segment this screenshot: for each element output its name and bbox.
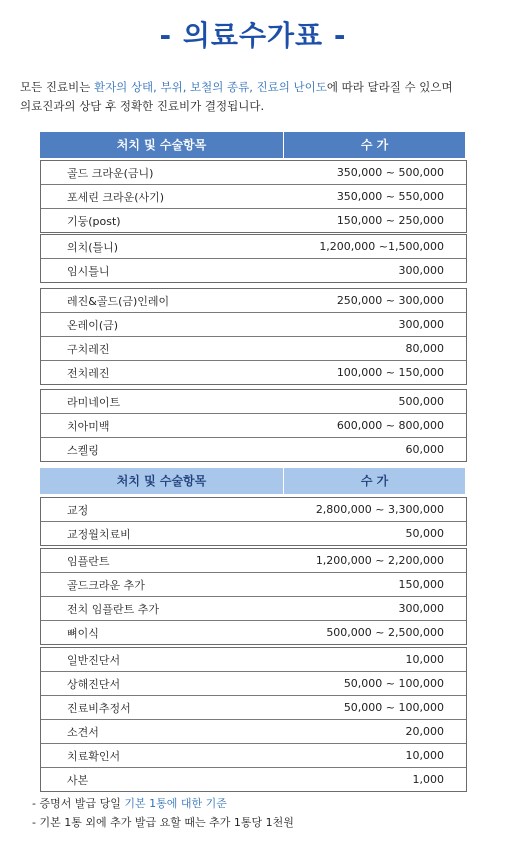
item-name: 골드크라운 추가 [67,578,145,592]
item-price: 150,000 ~ 250,000 [336,214,444,227]
item-name: 임시틀니 [67,264,110,278]
table-header-1 [40,132,465,158]
item-price: 600,000 ~ 800,000 [336,419,444,432]
item-price: 100,000 ~ 150,000 [336,366,444,379]
table-row [41,498,466,522]
item-name: 진료비추정서 [67,701,131,715]
intro-text [20,78,496,116]
item-price: 300,000 [398,602,444,615]
table-row [41,414,466,438]
item-price: 350,000 ~ 550,000 [336,190,444,203]
table-row [41,744,466,768]
item-price: 500,000 [398,395,444,408]
item-name: 포세린 크라운(사기) [67,190,165,204]
table-row [41,573,466,597]
item-price: 300,000 [398,318,444,331]
item-name: 교정 [67,503,89,517]
item-price: 50,000 ~ 100,000 [343,701,444,714]
item-price: 20,000 [405,725,444,738]
intro-line1-b: 에 따라 달라질 수 있으며 [326,80,453,94]
header-price-column: 수 가 [360,474,389,488]
item-price: 250,000 ~ 300,000 [336,294,444,307]
item-name: 치료확인서 [67,749,121,763]
item-price: 10,000 [405,749,444,762]
footnote-1-a: - 증명서 발급 당일 [32,797,125,810]
item-name: 전치 임플란트 추가 [67,602,160,616]
price-group-3 [40,288,467,385]
price-group-4 [40,389,467,462]
price-group-5 [40,497,467,546]
table-row [41,621,466,644]
header-item-column: 처치 및 수술항목 [40,468,284,494]
item-name: 라미네이트 [67,395,121,409]
price-group-6 [40,548,467,645]
item-name: 스켈링 [67,443,99,457]
table-row [41,185,466,209]
table-row [41,209,466,232]
item-name: 임플란트 [67,554,110,568]
item-name: 구치레진 [67,342,110,356]
item-price: 1,000 [412,773,444,786]
footnote-1-highlight: 기본 1통에 대한 기준 [124,797,227,810]
page-title: - 의료수가표 - [159,19,347,52]
intro-line2: 의료진과의 상담 후 정확한 진료비가 결정됩니다. [20,99,265,113]
item-name: 상해진단서 [67,677,121,691]
intro-line1-highlight: 환자의 상태, 부위, 보철의 종류, 진료의 난이도 [93,80,327,94]
item-price: 150,000 [398,578,444,591]
item-name: 치아미백 [67,419,110,433]
price-group-1 [40,160,467,233]
table-row [41,235,466,259]
item-name: 사본 [67,773,89,787]
item-price: 80,000 [405,342,444,355]
price-group-2 [40,234,467,283]
table-row [41,361,466,384]
table-row [41,720,466,744]
header-item-column: 처치 및 수술항목 [40,132,284,158]
table-row [41,161,466,185]
table-row [41,438,466,461]
item-name: 소견서 [67,725,99,739]
item-price: 10,000 [405,653,444,666]
table-row [41,696,466,720]
item-price: 50,000 ~ 100,000 [343,677,444,690]
item-name: 교정월치료비 [67,527,131,541]
footnotes [32,794,294,832]
table-row [41,522,466,545]
table-row [41,337,466,361]
table-row [41,597,466,621]
item-price: 50,000 [405,527,444,540]
item-price: 350,000 ~ 500,000 [336,166,444,179]
item-name: 기둥(post) [67,214,121,228]
item-price: 500,000 ~ 2,500,000 [326,626,444,639]
table-row [41,672,466,696]
item-name: 뼈이식 [67,626,99,640]
item-price: 2,800,000 ~ 3,300,000 [315,503,444,516]
item-price: 60,000 [405,443,444,456]
item-name: 일반진단서 [67,653,121,667]
item-name: 레진&골드(금)인레이 [67,294,170,308]
table-row [41,313,466,337]
table-row [41,289,466,313]
table-row [41,259,466,282]
price-group-7 [40,647,467,792]
footnote-2: - 기본 1통 외에 추가 발급 요할 때는 추가 1통당 1천원 [32,816,294,829]
item-price: 1,200,000 ~1,500,000 [319,240,444,253]
table-row [41,648,466,672]
intro-line1-a: 모든 진료비는 [20,80,94,94]
table-row [41,390,466,414]
header-price-column: 수 가 [360,138,389,152]
item-name: 전치레진 [67,366,110,380]
table-row [41,768,466,791]
table-header-2 [40,468,465,494]
table-row [41,549,466,573]
item-name: 의치(틀니) [67,240,119,254]
item-price: 300,000 [398,264,444,277]
item-name: 온레이(금) [67,318,119,332]
item-name: 골드 크라운(금니) [67,166,154,180]
item-price: 1,200,000 ~ 2,200,000 [315,554,444,567]
